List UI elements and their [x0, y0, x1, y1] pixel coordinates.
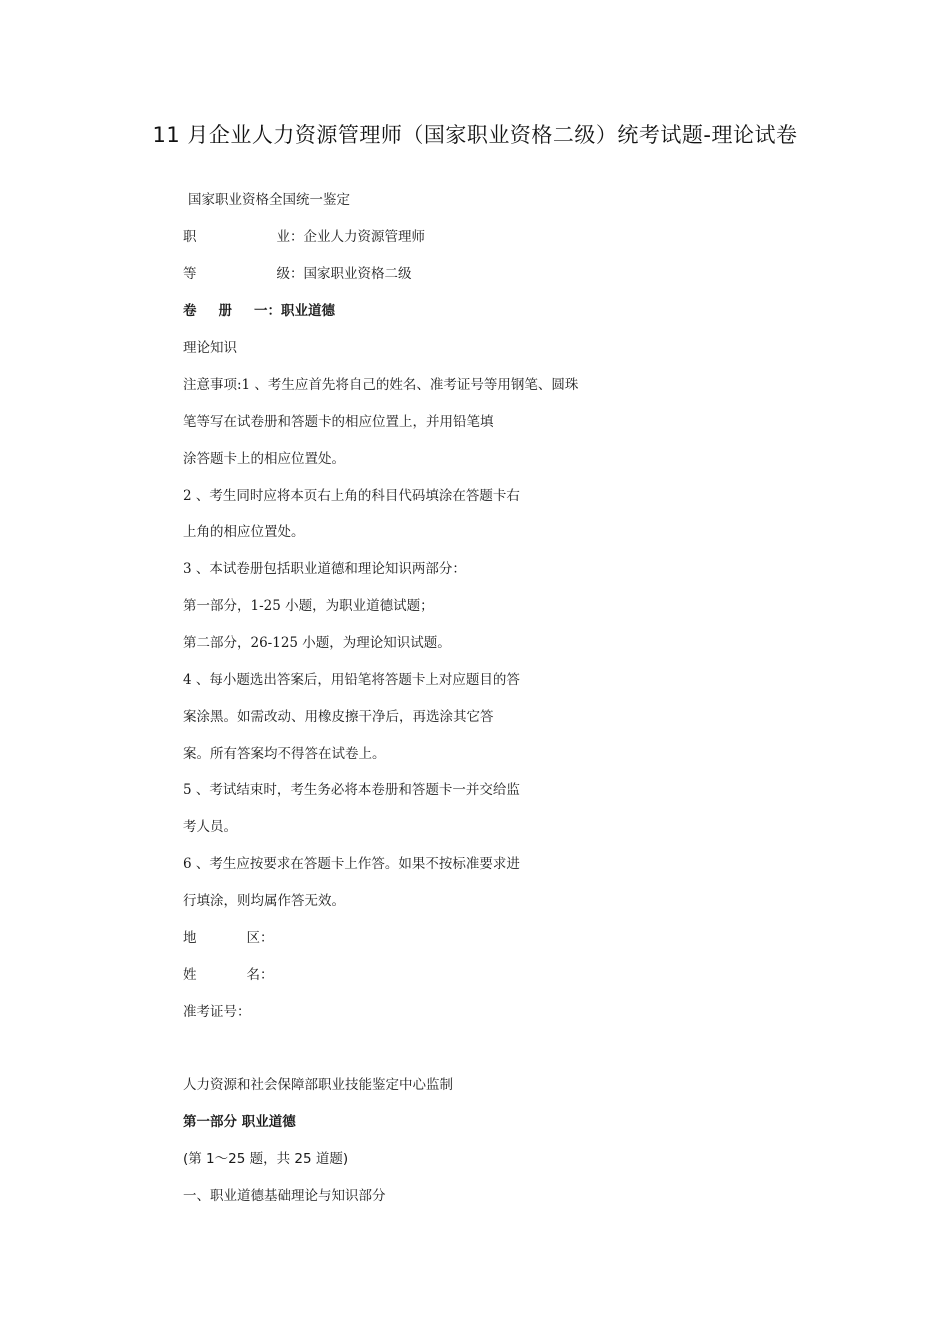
note-line: 3 、本试卷册包括职业道德和理论知识两部分：: [183, 561, 466, 577]
name-label-a: 姓: [183, 967, 197, 983]
occupation-label-a: 职: [183, 229, 197, 245]
volume-c: 一：职业道德: [254, 303, 335, 319]
note-line: 第二部分，26-125 小题，为理论知识试题。: [183, 635, 451, 651]
note-line: 6 、考生应按要求在答题卡上作答。如果不按标准要求进: [183, 856, 520, 872]
name-line: [183, 966, 274, 984]
occupation-line: [183, 228, 425, 246]
occupation-value: 业：企业人力资源管理师: [276, 229, 425, 245]
document-title: 11 月企业人力资源管理师（国家职业资格二级）统考试题-理论试卷: [152, 123, 798, 147]
region-line: [183, 929, 274, 947]
part1-title: 第一部分 职业道德: [183, 1114, 296, 1130]
note-line: 上角的相应位置处。: [183, 524, 305, 540]
theory-label: 理论知识: [183, 340, 237, 356]
note-line: 行填涂，则均属作答无效。: [183, 893, 345, 909]
note-line: 涂答题卡上的相应位置处。: [183, 451, 345, 467]
note-line: 4 、每小题选出答案后，用铅笔将答题卡上对应题目的答: [183, 672, 520, 688]
note-line: 考人员。: [183, 819, 237, 835]
note-line: 案涂黑。如需改动、用橡皮擦干净后，再选涂其它答: [183, 709, 494, 725]
region-label-b: 区：: [246, 930, 274, 946]
volume-line: [183, 302, 335, 320]
level-label-a: 等: [183, 266, 197, 282]
note-line: 5 、考试结束时，考生务必将本卷册和答题卡一并交给监: [183, 782, 520, 798]
note-line: 2 、考生同时应将本页右上角的科目代码填涂在答题卡右: [183, 488, 520, 504]
volume-a: 卷: [183, 303, 197, 319]
note-line: 第一部分，1-25 小题，为职业道德试题；: [183, 598, 434, 614]
supervisor-line: 人力资源和社会保障部职业技能鉴定中心监制: [183, 1077, 453, 1093]
note-line: 注意事项:1 、考生应首先将自己的姓名、准考证号等用钢笔、圆珠: [183, 377, 579, 393]
region-label-a: 地: [183, 930, 197, 946]
part1-range: (第 1～25 题，共 25 道题): [183, 1151, 349, 1167]
note-line: 笔等写在试卷册和答题卡的相应位置上，并用铅笔填: [183, 414, 494, 430]
section1-title: 一、职业道德基础理论与知识部分: [183, 1188, 386, 1204]
level-line: [183, 265, 412, 283]
note-line: 案。所有答案均不得答在试卷上。: [183, 746, 386, 762]
subtitle: 国家职业资格全国统一鉴定: [188, 192, 350, 208]
name-label-b: 名：: [246, 967, 274, 983]
level-value: 级：国家职业资格二级: [276, 266, 412, 282]
volume-b: 册: [218, 303, 232, 319]
ticket-number-label: 准考证号：: [183, 1004, 251, 1020]
